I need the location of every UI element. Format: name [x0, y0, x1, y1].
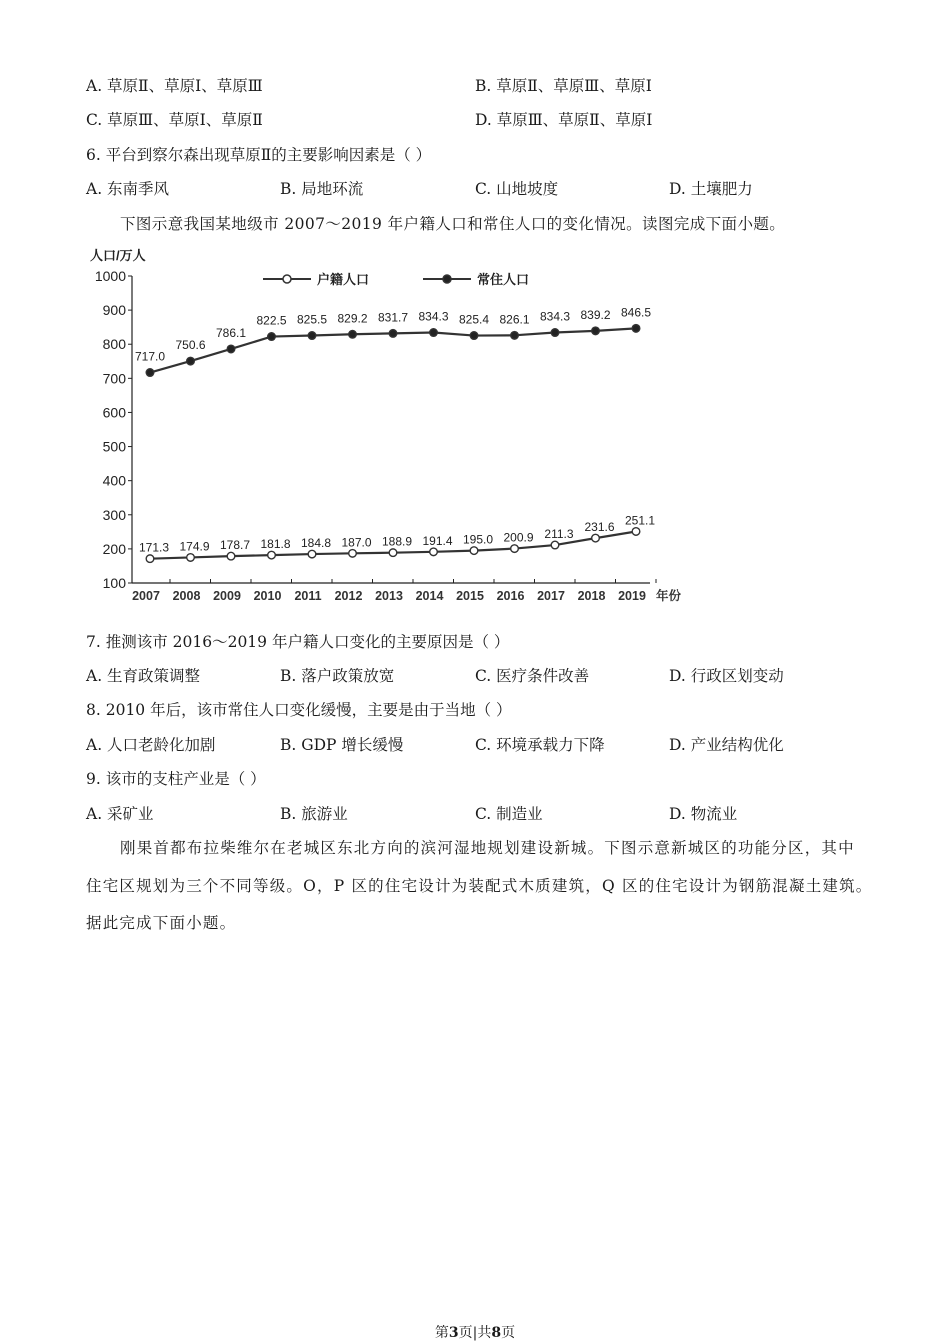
footer-mid: 页|共 [458, 1325, 492, 1341]
legend-label: 常住人口 [477, 272, 530, 287]
q9-option-c: C. 制造业 [475, 805, 543, 823]
x-tick-label: 2018 [577, 589, 606, 603]
q8-stem: 8. 2010 年后，该市常住人口变化缓慢，主要是由于当地（ ） [86, 701, 512, 719]
data-label: 834.3 [539, 309, 571, 324]
y-tick-label: 200 [102, 540, 126, 557]
y-tick-label: 100 [102, 575, 126, 591]
data-point [349, 330, 357, 338]
x-tick-label: 2017 [537, 589, 565, 603]
data-point [227, 552, 235, 560]
q7-option-a: A. 生育政策调整 [86, 667, 201, 685]
data-label: 750.6 [175, 338, 206, 353]
data-label: 786.1 [215, 325, 247, 340]
data-label: 825.4 [458, 312, 490, 327]
data-label: 191.4 [422, 533, 453, 548]
data-point [227, 345, 235, 353]
chart-data-labels [135, 305, 655, 554]
y-axis-label: 人口/万人 [90, 248, 146, 263]
data-label: 171.3 [138, 540, 170, 555]
footer-total-pages: 8 [491, 1325, 502, 1341]
x-tick-label: 2016 [496, 589, 525, 603]
data-point [268, 333, 276, 341]
data-label: 839.2 [580, 307, 611, 322]
x-tick-label: 2013 [375, 589, 403, 603]
q5-option-a: A. 草原Ⅱ、草原Ⅰ、草原Ⅲ [86, 77, 263, 95]
data-point [511, 332, 519, 340]
population-line-chart [88, 242, 688, 607]
data-point [592, 327, 600, 335]
map-intro-line1: 刚果首都布拉柴维尔在老城区东北方向的滨河湿地规划建设新城。下图示意新城区的功能分区，其中 [120, 839, 855, 857]
data-point [430, 548, 438, 556]
x-tick-label: 2015 [456, 589, 484, 603]
data-point [430, 329, 438, 337]
x-tick-label: 2010 [253, 589, 282, 603]
chart-lines [150, 325, 636, 558]
y-tick-label: 500 [102, 438, 126, 455]
data-label: 717.0 [134, 349, 166, 364]
map-intro-line2: 住宅区规划为三个不同等级。O，P 区的住宅设计为装配式木质建筑，Q 区的住宅设计为钢筋混凝土建筑。 [86, 877, 873, 895]
x-axis-label: 年份 [656, 589, 682, 603]
q9-option-b: B. 旅游业 [280, 805, 348, 823]
x-tick-label: 2008 [172, 589, 201, 603]
q9-stem: 9. 该市的支柱产业是（ ） [86, 770, 266, 788]
data-label: 174.9 [179, 539, 210, 554]
data-label: 200.9 [503, 530, 534, 545]
data-point [511, 545, 519, 553]
q7-option-c: C. 医疗条件改善 [475, 667, 590, 685]
q8-option-c: C. 环境承载力下降 [475, 736, 605, 754]
x-tick-label: 2009 [213, 589, 241, 603]
data-label: 188.9 [381, 534, 413, 549]
y-tick-label: 1000 [94, 268, 126, 284]
x-tick-label: 2011 [294, 589, 322, 603]
chart-legend [263, 272, 529, 287]
footer-page-number: 3 [448, 1325, 459, 1341]
y-tick-label: 300 [102, 506, 126, 523]
q9-option-a: A. 采矿业 [86, 805, 154, 823]
q6-option-a: A. 东南季风 [86, 180, 170, 198]
q6-stem: 6. 平台到察尔森出现草原Ⅱ的主要影响因素是（ ） [86, 146, 432, 164]
q6-option-b: B. 局地环流 [280, 180, 364, 198]
q8-option-a: A. 人口老龄化加剧 [86, 736, 216, 754]
data-point [389, 549, 397, 557]
data-point [146, 555, 154, 563]
data-point [632, 528, 640, 536]
q8-option-d: D. 产业结构优化 [669, 736, 784, 754]
chart-intro: 下图示意我国某地级市 2007～2019 年户籍人口和常住人口的变化情况。读图完成下面小题。 [120, 215, 786, 233]
data-point [632, 325, 640, 333]
data-label: 251.1 [624, 513, 656, 528]
q5-option-c: C. 草原Ⅲ、草原Ⅰ、草原Ⅱ [86, 111, 263, 129]
x-tick-label: 2019 [618, 589, 646, 603]
x-tick-label: 2012 [334, 589, 363, 603]
q5-option-d: D. 草原Ⅲ、草原Ⅱ、草原Ⅰ [475, 111, 653, 129]
data-point [268, 551, 276, 559]
footer-pre: 第 [434, 1325, 449, 1341]
data-point [187, 554, 195, 562]
data-label: 187.0 [341, 535, 372, 550]
data-label: 178.7 [219, 538, 251, 553]
data-label: 181.8 [260, 537, 291, 552]
legend-marker [443, 275, 451, 283]
data-label: 834.3 [418, 309, 449, 324]
data-point [349, 550, 357, 558]
data-point [389, 330, 397, 338]
data-point [146, 369, 154, 377]
data-label: 826.1 [499, 312, 530, 327]
footer-post: 页 [501, 1325, 516, 1341]
data-point [308, 332, 316, 340]
y-tick-label: 400 [102, 472, 126, 489]
legend-marker [283, 275, 291, 283]
q6-option-c: C. 山地坡度 [475, 180, 559, 198]
q7-option-d: D. 行政区划变动 [669, 667, 784, 685]
y-tick-label: 900 [102, 302, 126, 319]
data-label: 825.5 [296, 312, 328, 327]
data-point [470, 547, 478, 555]
data-label: 831.7 [377, 310, 409, 325]
data-point [187, 357, 195, 365]
page-footer [0, 1322, 950, 1342]
x-tick-label: 2007 [132, 589, 160, 603]
data-label: 184.8 [300, 536, 332, 551]
data-label: 231.6 [584, 520, 615, 535]
data-label: 846.5 [620, 305, 652, 320]
q7-option-b: B. 落户政策放宽 [280, 667, 395, 685]
y-tick-label: 600 [102, 404, 126, 421]
y-tick-label: 700 [102, 370, 126, 387]
data-point [470, 332, 478, 340]
data-label: 829.2 [337, 311, 368, 326]
data-point [592, 534, 600, 542]
data-point [551, 329, 559, 337]
data-label: 822.5 [256, 313, 287, 328]
q5-option-b: B. 草原Ⅱ、草原Ⅲ、草原Ⅰ [475, 77, 652, 95]
q7-stem: 7. 推测该市 2016～2019 年户籍人口变化的主要原因是（ ） [86, 633, 510, 651]
legend-label: 户籍人口 [317, 272, 370, 287]
q8-option-b: B. GDP 增长缓慢 [280, 736, 404, 754]
data-label: 195.0 [462, 532, 494, 547]
x-tick-label: 2014 [415, 589, 444, 603]
data-label: 211.3 [544, 527, 574, 542]
map-intro-line3: 据此完成下面小题。 [86, 914, 237, 932]
q9-option-d: D. 物流业 [669, 805, 738, 823]
data-point [308, 550, 316, 558]
q6-option-d: D. 土壤肥力 [669, 180, 753, 198]
data-point [551, 541, 559, 549]
y-tick-label: 800 [102, 336, 126, 353]
